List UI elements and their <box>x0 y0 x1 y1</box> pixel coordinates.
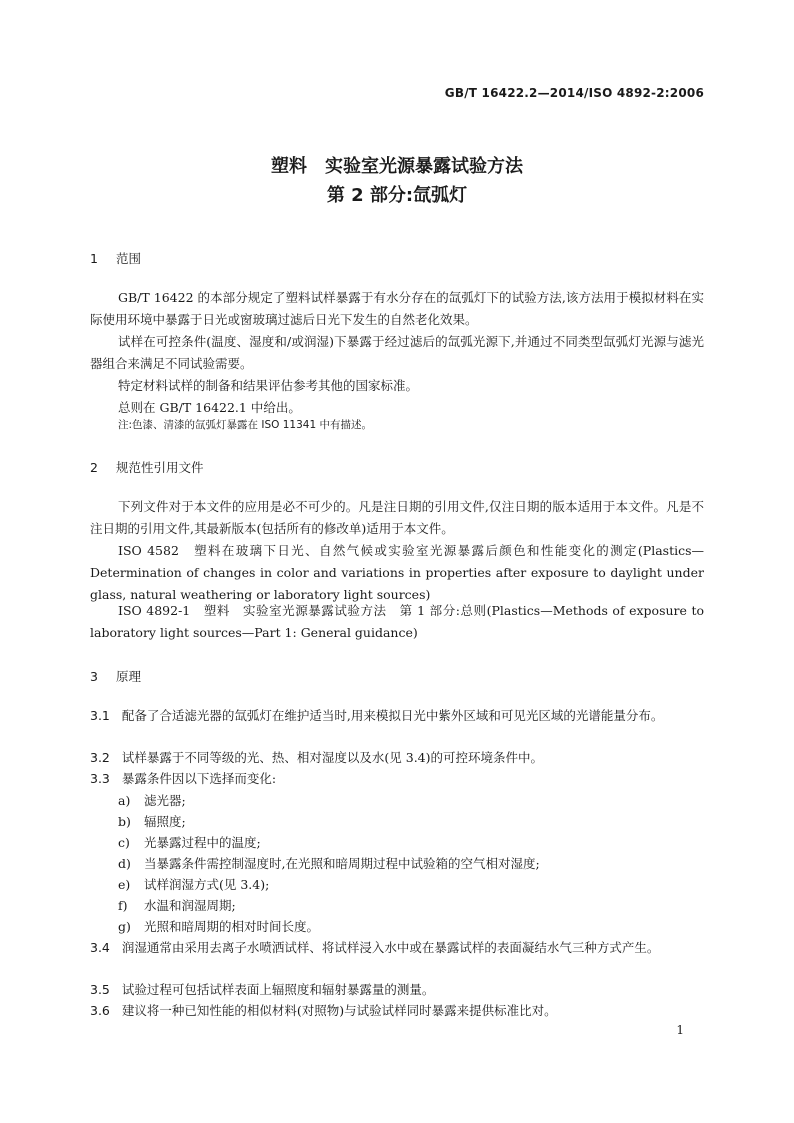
section-number: 3 <box>90 669 98 684</box>
list-item-text: 当暴露条件需控制湿度时,在光照和暗周期过程中试验箱的空气相对湿度; <box>144 856 540 871</box>
normative-reference-2: ISO 4892-1 塑料 实验室光源暴露试验方法 第 1 部分:总则(Plastics—Methods of exposure to laboratory light sources—Part 1: General guidance) <box>90 603 704 640</box>
clause-text: 试验过程可包括试样表面上辐照度和辐射暴露量的测量。 <box>121 982 435 997</box>
section-1-paragraph-2: 试样在可控条件(温度、湿度和/或润湿)下暴露于经过滤后的氙弧光源下,并通过不同类型氙弧灯光源与滤光器组合来满足不同试验需要。 <box>90 334 704 371</box>
list-item-label: a) <box>118 793 131 808</box>
list-item-label: c) <box>118 835 130 850</box>
section-1-note: 注:色漆、清漆的氙弧灯暴露在 ISO 11341 中有描述。 <box>118 419 372 431</box>
list-item <box>118 790 186 812</box>
list-item-text: 试样润湿方式(见 3.4); <box>144 877 270 892</box>
list-item-label: f) <box>118 898 128 913</box>
clause-text: 暴露条件因以下选择而变化: <box>121 771 277 786</box>
section-2-heading <box>90 458 204 476</box>
clause-text: 试样暴露于不同等级的光、热、相对湿度以及水(见 3.4)的可控环境条件中。 <box>121 750 543 765</box>
section-1-paragraph-3: 特定材料试样的制备和结果评估参考其他的国家标准。 <box>118 378 419 393</box>
clause-number: 3.3 <box>90 771 110 786</box>
list-item <box>118 811 186 833</box>
normative-reference-1: ISO 4582 塑料在玻璃下日光、自然气候或实验室光源暴露后颜色和性能变化的测定(Plastics—Determination of changes in color and variations in properties after exposure to daylight under glass, natural weathering or laboratory light sources) <box>90 543 704 602</box>
list-item <box>118 853 540 875</box>
list-item-text: 辐照度; <box>144 814 186 829</box>
document-title-line2: 第 2 部分:氙弧灯 <box>326 185 468 206</box>
clause-3-5 <box>90 979 704 1001</box>
page-number: 1 <box>676 1023 684 1037</box>
section-3-heading <box>90 667 141 685</box>
section-title: 原理 <box>115 669 141 684</box>
list-item-text: 滤光器; <box>144 793 186 808</box>
clause-number: 3.1 <box>90 708 110 723</box>
section-number: 1 <box>90 251 98 266</box>
list-item <box>118 895 236 917</box>
list-item-label: b) <box>118 814 131 829</box>
section-title: 范围 <box>115 251 141 266</box>
list-item <box>118 874 269 896</box>
clause-3-2 <box>90 747 704 769</box>
list-item-text: 光照和暗周期的相对时间长度。 <box>144 919 320 934</box>
clause-3-4 <box>90 937 704 959</box>
section-1-paragraph-1: GB/T 16422 的本部分规定了塑料试样暴露于有水分存在的氙弧灯下的试验方法,该方法用于模拟材料在实际使用环境中暴露于日光或窗玻璃过滤后日光下发生的自然老化效果。 <box>90 290 704 327</box>
section-1-heading <box>90 249 141 267</box>
clause-text: 润湿通常由采用去离子水喷洒试样、将试样浸入水中或在暴露试样的表面凝结水气三种方式产生。 <box>121 940 660 955</box>
list-item-label: e) <box>118 877 131 892</box>
list-item-label: g) <box>118 919 131 934</box>
clause-text: 建议将一种已知性能的相似材料(对照物)与试验试样同时暴露来提供标准比对。 <box>121 1003 557 1018</box>
clause-number: 3.5 <box>90 982 110 997</box>
list-item-text: 光暴露过程中的温度; <box>144 835 261 850</box>
clause-text: 配备了合适滤光器的氙弧灯在维护适当时,用来模拟日光中紫外区域和可见光区域的光谱能量分布。 <box>121 708 664 723</box>
clause-number: 3.4 <box>90 940 110 955</box>
clause-3-3 <box>90 768 704 790</box>
clause-number: 3.2 <box>90 750 110 765</box>
document-title-line1: 塑料 实验室光源暴露试验方法 <box>271 156 523 177</box>
standard-code: GB/T 16422.2—2014/ISO 4892-2:2006 <box>444 86 704 100</box>
clause-number: 3.6 <box>90 1003 110 1018</box>
list-item <box>118 832 261 854</box>
list-item-text: 水温和润湿周期; <box>144 898 236 913</box>
section-number: 2 <box>90 460 98 475</box>
section-2-paragraph-1: 下列文件对于本文件的应用是必不可少的。凡是注日期的引用文件,仅注日期的版本适用于本文件。凡是不注日期的引用文件,其最新版本(包括所有的修改单)适用于本文件。 <box>90 499 704 536</box>
clause-3-6 <box>90 1000 704 1022</box>
section-1-paragraph-4: 总则在 GB/T 16422.1 中给出。 <box>118 400 301 415</box>
clause-3-1 <box>90 705 704 727</box>
section-title: 规范性引用文件 <box>115 460 204 475</box>
list-item <box>118 916 319 938</box>
list-item-label: d) <box>118 856 131 871</box>
